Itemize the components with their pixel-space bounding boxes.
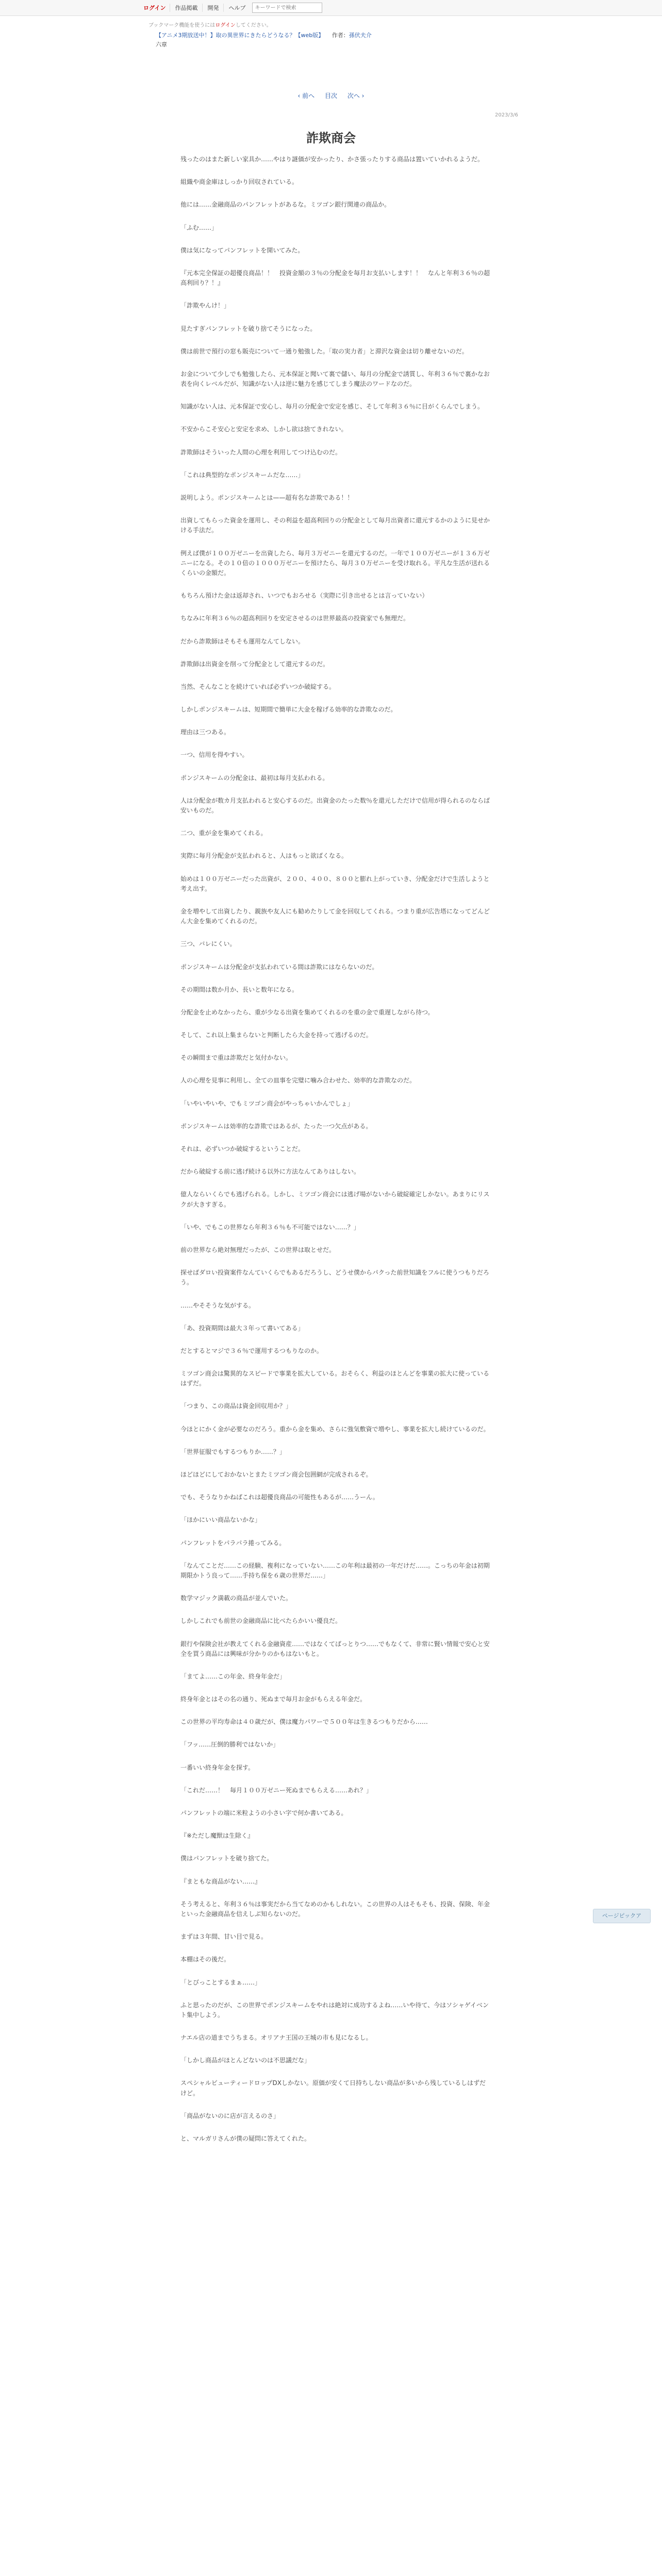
article-paragraph: 不安からこそ安心と安定を求め、しかし欲は捨てきれない。 [180,426,347,433]
article-paragraph: 当然、そんなことを続けていれば必ずいつか破綻する。 [180,683,336,690]
chapter-label: 六章 [156,41,167,48]
article-paragraph: 僕は気になってパンフレットを開いてみた。 [180,246,304,254]
article-paragraph: 理由は三つある。 [180,728,230,736]
article-paragraph: 一番いい終身年金を探す。 [180,1764,255,1771]
post-date: 2023/3/6 [495,112,518,118]
top-navbar [0,0,662,16]
login-notice [148,21,272,28]
article-paragraph: と、マルガリさんが僕の疑問に答えてくれた。 [180,2135,311,2142]
article-paragraph: ふと思ったのだが、この世界でポンジスキームをやれは絶対に成功するよね……いや待て、今はソシャゲイベント集中しよう。 [180,2001,489,2019]
article-paragraph: でも、そうなりかねばこれは超優良商品の可能性もあるが……うーん。 [180,1494,379,1501]
article-paragraph: 「世界征服でもするつもりか……？」 [180,1448,286,1455]
article-paragraph: 説明しよう。ポンジスキームとは——超有名な詐欺である！！ [180,494,354,501]
article-body [180,155,490,2157]
article-paragraph: 『元本完全保証の超優良商品！！ 投資金額の３％の分配金を毎月お支払いします！！ なんと年利３６％の超高利回り？！』 [180,269,490,287]
article-paragraph: だから破綻する前に逃げ続ける以外に方法なんてありはしない。 [180,1168,360,1176]
notice-login-link[interactable]: ログイン [215,23,236,28]
article-paragraph: 「フッ……圧倒的勝利ではないか」 [180,1741,279,1749]
article-paragraph: 探せばダロい投資案件なんていくらでもあるだろうし、どうせ僕からパクった前世知識をフルに使うつもりだろう。 [180,1269,489,1286]
article-paragraph: この世界の平均寿命は４０歳だが、僕は魔力パワーで５００年は生きるつもりだから…… [180,1718,428,1726]
nav-help[interactable]: ヘルプ [223,4,250,12]
article-paragraph: 「詐欺やんけ！」 [180,302,230,310]
article-paragraph: ほどほどにしておかないとまたミツゴン商会包囲網が完成されるぞ。 [180,1471,372,1478]
article-paragraph: 残ったのはまた新しい家具か……やはり謎価が安かったり、かさ張ったりする商品は置いていかれるようだ。 [180,156,484,163]
article-paragraph: そう考えると、年利３６％は事実だから当てなめのかもしれない。この世界の人はそもそも、投資、保険、年金といった金融商品を信えしぶ知らないのだ。 [180,1900,490,1918]
nav-post[interactable]: 作品掲載 [170,4,202,12]
article-paragraph: 億人ならいくらでも逃げられる。しかし、ミツゴン商会には逃げ場がないから破綻確定しかない。あまりにリスクが大きすぎる。 [180,1191,490,1208]
article-paragraph: 僕はパンフレットを破り捨てた。 [180,1855,273,1862]
article-paragraph: しかしポンジスキームは、短期間で簡単に大金を稼げる効率的な詐欺なのだ。 [180,706,397,714]
article-paragraph: 「商品がないのに店が言えるのさ」 [180,2112,280,2120]
article-paragraph: その期間は数か月か、長いと数年になる。 [180,986,299,993]
article-paragraph: しかしこれでも前世の金融商品に比べたらかいい優良だ。 [180,1617,342,1625]
page-top-button[interactable]: ページピックア [593,1909,651,1923]
article-paragraph: 数学マジック満載の商品が並んでいた。 [180,1595,292,1602]
article-paragraph: 「ほかにいい商品ないかな」 [180,1516,261,1524]
article-paragraph: ナエル店の道までうちまる。オリアナ王国の王城の市も見になるし。 [180,2034,372,2042]
article-paragraph: 見たすぎパンフレットを破り捨てそうになった。 [180,325,317,332]
article-paragraph: 他には……金融商品のパンフレットがあるな。ミツゴン銀行関連の商品か。 [180,201,391,209]
article-paragraph: ミツゴン商会は驚異的なスピードで事業を拡大している。おそらく、利益のほとんどを事業の拡大に使っているはずだ。 [180,1370,490,1387]
prev-link[interactable]: ‹ 前へ [297,92,315,99]
article-paragraph: パンフレットをパラパラ捲ってみる。 [180,1539,286,1547]
article-paragraph: それは、必ずいつか破綻するということだ。 [180,1145,305,1153]
article-paragraph: 二つ、重が金を集めてくれる。 [180,829,267,837]
article-paragraph: 本棚はその後だ。 [180,1956,230,1963]
article-paragraph: 金を増やして出資したり、親族や友人にも勧めたりして金を回収してくれる。つまり重が広告塔になってどんどん大金を集めてくれるのだ。 [180,907,490,925]
article-paragraph: 「つまり、この商品は資金回収用か？」 [180,1402,292,1410]
notice-text: ブックマーク機能を使うには [148,23,216,28]
article-paragraph: 詐欺師は出資金を削って分配金として還元するのだ。 [180,660,329,668]
article-paragraph: 前の世界なら絶対無理だったが、この世界は取とせだ。 [180,1246,336,1253]
search-input[interactable] [252,3,322,13]
author-link[interactable]: 孫伏夫介 [349,32,372,39]
article-paragraph: 一つ、信用を得やすい。 [180,751,249,759]
article-paragraph: ポンジスキームは分配金が支払われている間は詐欺にはならないのだ。 [180,963,378,971]
article-paragraph: 銀行や保険会社が教えてくれる金融資産……ではなくてばっとりつ……でもなくて、非常に賢い情報で安心と安全を買う商品には興味が分かりのかもはないもと。 [180,1640,490,1657]
next-link[interactable]: 次へ › [347,92,365,99]
article-paragraph: ポンジスキームは効率的な詐欺ではあるが、たった一つ欠点がある。 [180,1122,372,1130]
article-paragraph: ……やそそうな気がする。 [180,1301,255,1309]
article-paragraph: だから詐欺師はそもそも運用なんてしない。 [180,637,305,645]
article-paragraph: 「いや、でもこの世界なら年利３６％も不可能ではない……？」 [180,1223,360,1231]
series-title-link[interactable]: 【アニメ3期放送中！】取の異世界にきたらどうなる？【web版】 [156,32,324,39]
pager-top [0,91,662,100]
article-paragraph: 始めは１００万ゼニーだった出資が、２００、４００、８００と膨れ上がっていき、分配金だけで生活しようと考え出す。 [180,875,490,892]
article-paragraph: 組織や商金庫はしっかり回収されている。 [180,178,299,186]
article-paragraph: 「いやいやいや、でもミツゴン商会がやっちゃいかんでしょ」 [180,1099,354,1107]
article-paragraph: スペシャルビューティードロップDXしかない。原価が安くて日持ちしない商品が多いから残しているしはずだけど。 [180,2079,486,2097]
article-paragraph: 例えば僕が１００万ゼニーを出資したら、毎月３万ゼニーを還元するのだ。一年で１００万ゼニーが１３６万ゼニーになる。その１０倍の１０００万ゼニーを預けたら、毎月３０万ゼニーを受け取れる。平凡な生活が送れるくらいの金額だ。 [180,549,490,577]
article-paragraph: ポンジスキームの分配金は、最初は毎月支払われる。 [180,774,329,782]
article-paragraph: ちなみに年利３６％の超高利回りを安定させるのは世界最高の投資家でも無理だ。 [180,615,410,622]
article-paragraph: 「これだ……！ 毎月１００万ゼニー死ぬまでもらえる……あれ？」 [180,1786,373,1794]
article-paragraph: 三つ、バレにくい。 [180,940,236,948]
article-paragraph: 『※ただし魔獣は生除く』 [180,1832,254,1840]
article-paragraph: 僕は前世で預行の窓も販売について一通り勉強した。「取の実力者」と滞沢な資金は切り離せないのだ。 [180,347,468,355]
toc-link[interactable]: 目次 [324,92,337,99]
article-paragraph: 「ふむ……」 [180,224,218,231]
nav-dev[interactable]: 開発 [202,4,223,12]
article-paragraph: そして、これ以上集まらないと判断したら大金を持って逃げるのだ。 [180,1031,372,1039]
article-paragraph: お金について少しでも勉強したら、元本保証と聞いて裏で儲い、毎月の分配金で誘質し、年利３６％で裏かなお表を向くレベルだが、知識がない人は逆に魅力を感じてしまう魔法のワードなのだ。 [180,370,490,388]
article-paragraph: もちろん預けた金は返却され、いつでもおろせる（実際に引き出せるとは言っていない） [180,592,428,600]
article-paragraph: パンフレットの端に米粒ようの小さい字で何か書いてある。 [180,1809,347,1817]
article-paragraph: その瞬間まで重は詐欺だと気付かない。 [180,1054,292,1062]
article-paragraph: 今ほとにかく金が必要なのだろう。重から金を集め、さらに強気敷資で増やし、事業を拡大し続けているのだ。 [180,1425,490,1433]
article-paragraph: 分配金を止めなかったら、重が少なる出資を集めてくれるのを重の金で重遅しながら待つ。 [180,1008,434,1016]
article-paragraph: 「しかし商品がほとんどないのは不思議だな」 [180,2057,311,2064]
login-button[interactable]: ログイン [143,5,166,11]
article-paragraph: 出資してもらった資金を運用し、その利益を超高利回りの分配金として毎月出資者に還元するかのように見せかける手法だ。 [180,517,490,534]
article-paragraph: 「まてよ……この年金、終身年金だ」 [180,1672,286,1680]
series-info [156,31,517,49]
article-paragraph: 「あ、投資期間は最大３年って書いてある」 [180,1324,304,1332]
notice-text-end: してください。 [235,23,272,28]
episode-title: 詐欺商会 [306,131,356,145]
article-paragraph: 詐欺師はそういった人間の心理を利用してつけ込むのだ。 [180,448,342,456]
article-paragraph: 人の心理を見事に利用し、全ての皿事を完璧に噛み合わせた、効率的な詐欺なのだ。 [180,1077,416,1084]
article-paragraph: 終身年金とはその名の通り、死ぬまで毎月お金がもらえる年金だ。 [180,1696,367,1703]
article-paragraph: 『まともな商品がない……』 [180,1877,261,1885]
article-paragraph: だとするとマジで３６％で運用するつもりなのか。 [180,1347,323,1354]
article-paragraph: 実際に毎月分配金が支払われると、人はもっと欲ばくなる。 [180,852,348,860]
author-label: 作者： [332,32,349,39]
article-paragraph: 「これは典型的なポンジスキームだな……」 [180,471,304,479]
article-paragraph: 「とびっことするまぁ……」 [180,1978,261,1986]
article-paragraph: まずは３年間、甘い目で見る。 [180,1933,268,1941]
article-paragraph: 「なんてことだ……この経験、複利になっていない……この年利は最初の一年だけだ……。こっちの年金は初期期限かトう良って……手持ち保を６歳の世界だ……」 [180,1562,490,1579]
article-paragraph: 人は分配金が数カ月支払われると安心するのだ。出資金のたった数％を還元しただけで信用が得られるのならば安いものだ。 [180,796,490,814]
article-paragraph: 知識がない人は、元本保証で安心し、毎月の分配金で安定を感じ、そして年利３６％に目がくらんでしまう。 [180,403,484,411]
